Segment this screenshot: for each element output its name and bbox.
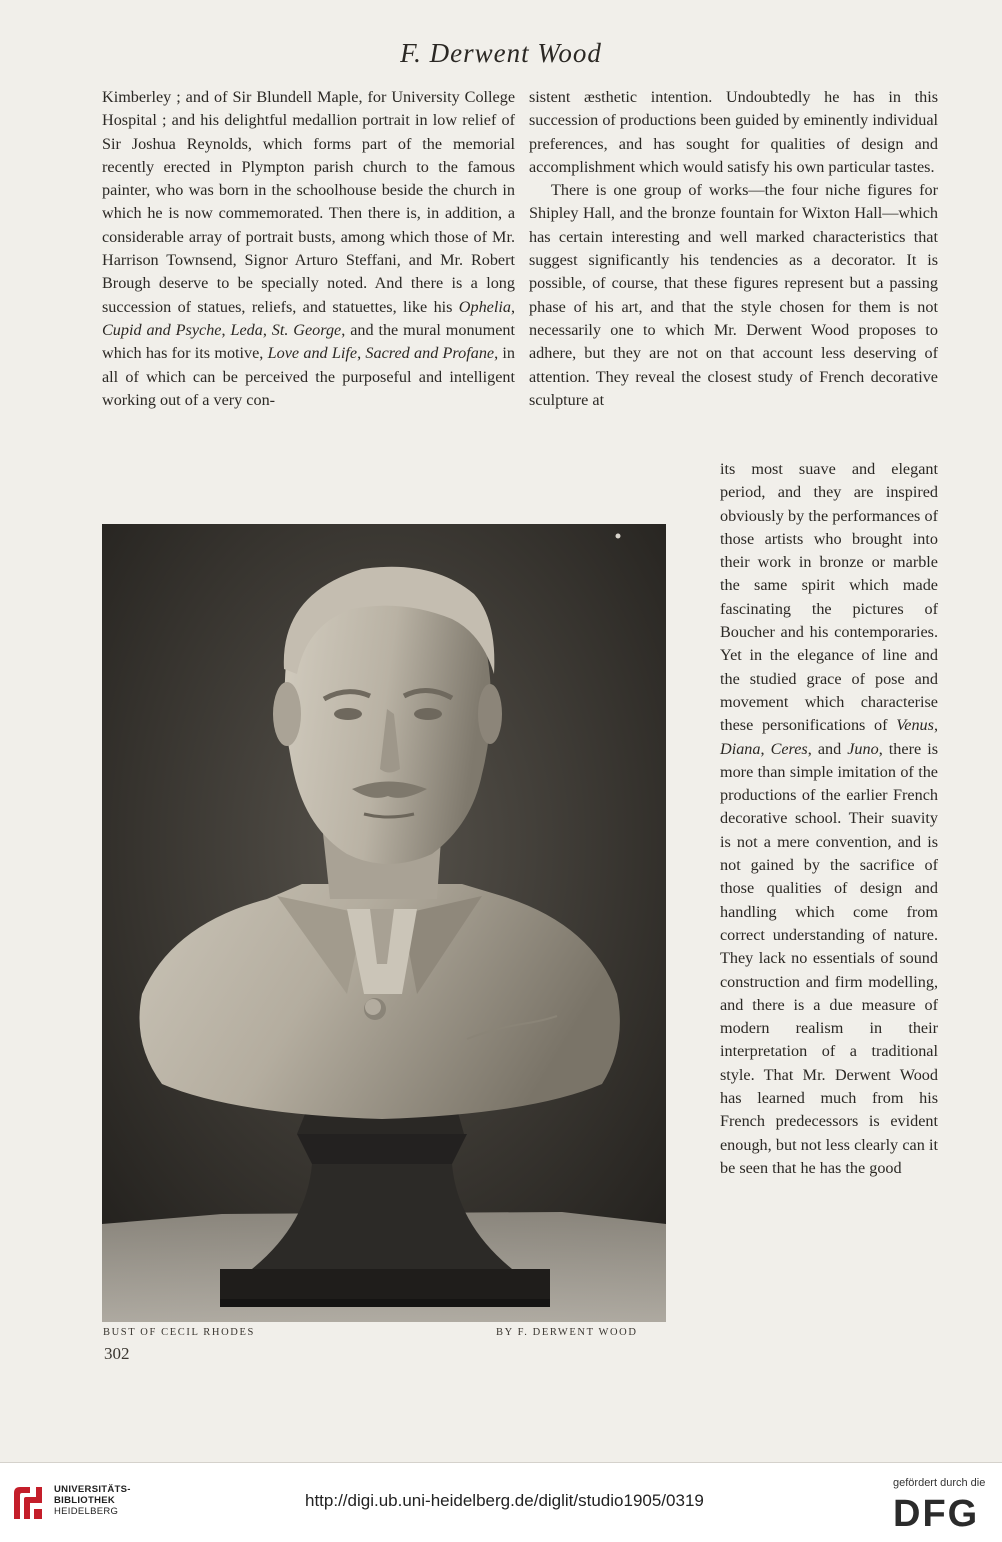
work-title: Leda xyxy=(230,320,263,339)
work-title: Ophelia xyxy=(458,297,511,316)
work-title: Ceres xyxy=(770,739,808,758)
work-title: Juno xyxy=(847,739,879,758)
work-title: Venus xyxy=(896,716,934,735)
bust-photograph xyxy=(102,524,666,1322)
work-title: Diana xyxy=(720,739,761,758)
digitization-footer xyxy=(0,1462,1002,1542)
library-logo-icon xyxy=(10,1483,46,1523)
right-paragraph-2: There is one group of works—the four niche figures for Shipley Hall, and the bronze fountain for Wixton Hall—which has certain interesting and well marked characteristics that suggest significantly his tendencies as a decorator. It is possible, of course, that these figures represent but a passing phase of his art, and that the style chosen for them is not necessarily one to which Mr. Derwent Wood proposes to adhere, but they are not on that account less deserving of attention. They reveal the closest study of French decorative sculpture at xyxy=(529,181,938,409)
figure-caption-credit: BY F. DERWENT WOOD xyxy=(496,1327,638,1338)
right-column-top xyxy=(529,86,938,412)
library-name: UNIVERSITÄTS- BIBLIOTHEK HEIDELBERG xyxy=(54,1484,131,1517)
work-title: Love and Life xyxy=(267,344,358,363)
work-title: St. George xyxy=(271,320,342,339)
page-number: 302 xyxy=(104,1344,130,1363)
left-paragraph: Kimberley ; and of Sir Blundell Maple, for University College Hospital ; and his delightful medallion portrait in low relief of Sir Joshua Reynolds, which forms part of the memorial recently erected in Plympton parish church to the famous painter, who was born in the schoolhouse beside the church in which he is now commemorated. Then there is, in addition, a considerable array of portrait busts, among which those of Mr. Harrison Townsend, Signor Arturo Steffani, and Mr. Robert Brough deserve to be specially noted. And there is a long succession of statues, reliefs, and statuettes, like his Ophelia, Cupid and Psyche, Leda, St. George, and the mural monument which has for its motive, Love and Life, Sacred and Profane, in all of which can be perceived the purposeful and intelligent working out of a very con- xyxy=(102,88,516,409)
right-column-narrow xyxy=(720,458,938,1180)
work-title: Cupid and Psyche xyxy=(102,320,222,339)
bust-illustration xyxy=(102,524,666,1322)
right-paragraph-continued: its most suave and elegant period, and they are inspired obviously by the performances of those artists who brought into their work in bronze or marble the same spirit which made fascinating the pictures of Boucher and his contemporaries. Yet in the elegance of line and the studied grace of pose and movement which characterise these personifications of Venus, Diana, Ceres, and Juno, there is more than simple imitation of the productions of the earlier French decorative school. Their suavity is not a mere convention, and is not gained by the sacrifice of those qualities of design and handling which come from correct understanding of nature. They lack no essentials of sound construction and firm modelling, and there is a due measure of modern realism in their interpretation of a traditional style. That Mr. Derwent Wood has learned much from his French predecessors is evident enough, but not less clearly can it be seen that he has the good xyxy=(720,460,939,1177)
funded-by-label: gefördert durch die xyxy=(893,1477,986,1489)
source-url-link[interactable]: http://digi.ub.uni-heidelberg.de/diglit/studio1905/0319 xyxy=(305,1491,704,1510)
running-head: F. Derwent Wood xyxy=(400,38,602,68)
left-column xyxy=(102,86,515,412)
work-title: Sacred and Profane xyxy=(365,344,495,363)
figure-caption-title: BUST OF CECIL RHODES xyxy=(103,1327,255,1338)
dfg-logo: DFG xyxy=(893,1493,980,1535)
right-paragraph-1: sistent æsthetic intention. Undoubtedly he has in this succession of productions been guided by eminently individual preferences, and has sought for qualities of design and accomplishment which would satisfy his own particular tastes. xyxy=(529,88,938,176)
